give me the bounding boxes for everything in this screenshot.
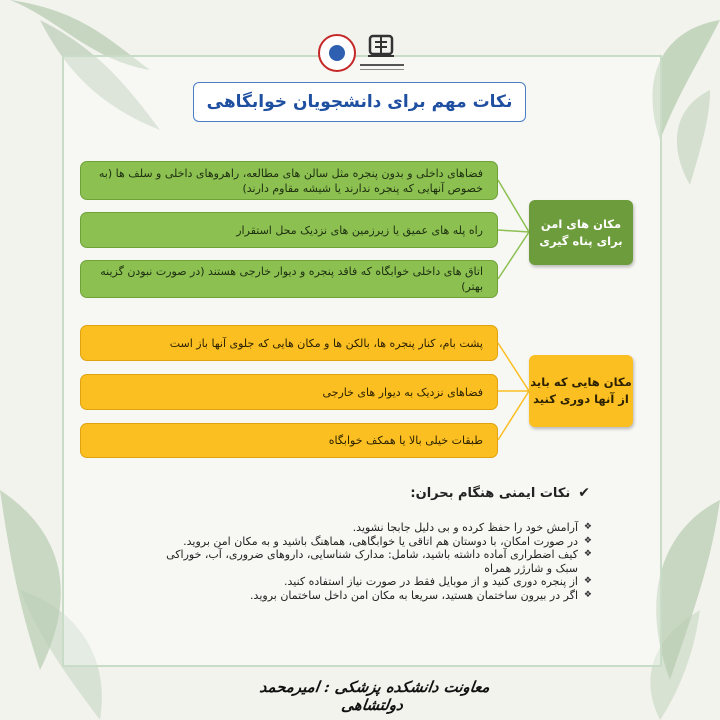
logo-group: [318, 30, 406, 74]
crisis-tips-list: [152, 521, 592, 602]
shelter-category: مکان های امن برای پناه گیری: [529, 200, 633, 265]
shelter-item: اتاق های داخلی خوابگاه که فاقد پنجره و دیوار خارجی هستند (در صورت نبودن گزینه بهتر): [80, 260, 498, 298]
page-title: نکات مهم برای دانشجویان خوابگاهی: [193, 82, 526, 122]
avoid-item: فضاهای نزدیک به دیوار های خارجی: [80, 374, 498, 410]
university-seal-icon: [318, 34, 356, 72]
list-item: ❖ کیف اضطراری آماده داشته باشید، شامل: مدارک شناسایی، داروهای ضروری، آب، خوراکی سبک و شارژر همراه: [152, 548, 592, 575]
crisis-heading-text: نکات ایمنی هنگام بحران:: [410, 485, 571, 501]
shelter-item: راه پله های عمیق یا زیرزمین های نزدیک محل استقرار: [80, 212, 498, 248]
faculty-caption-lines: [360, 64, 404, 70]
avoid-category: مکان هایی که باید از آنها دوری کنید: [529, 355, 633, 427]
crisis-heading: [410, 485, 590, 501]
avoid-item: طبقات خیلی بالا یا همکف خوابگاه: [80, 423, 498, 458]
avoid-item: پشت بام، کنار پنجره ها، بالکن ها و مکان هایی که جلوی آنها باز است: [80, 325, 498, 361]
shelter-item: فضاهای داخلی و بدون پنجره مثل سالن های مطالعه، راهروهای داخلی و سلف ها (به خصوص آنهایی که پنجره ندارند یا شیشه مقاوم دارند): [80, 161, 498, 200]
signature: معاونت دانشکده پزشکی : امیرمحمد دولتشاهی: [258, 678, 492, 714]
list-item: ❖ آرامش خود را حفظ کرده و بی دلیل جابجا نشوید.: [152, 521, 592, 535]
list-item: ❖ از پنجره دوری کنید و از موبایل فقط در صورت نیاز استفاده کنید.: [152, 575, 592, 589]
faculty-emblem-icon: [364, 32, 398, 62]
list-item: ❖ در صورت امکان، با دوستان هم اتاقی یا خوابگاهی، هماهنگ باشید و به مکان امن بروید.: [152, 535, 592, 549]
list-item: ❖ اگر در بیرون ساختمان هستید، سریعا به مکان امن داخل ساختمان بروید.: [152, 589, 592, 603]
check-icon: ✔: [578, 485, 590, 501]
